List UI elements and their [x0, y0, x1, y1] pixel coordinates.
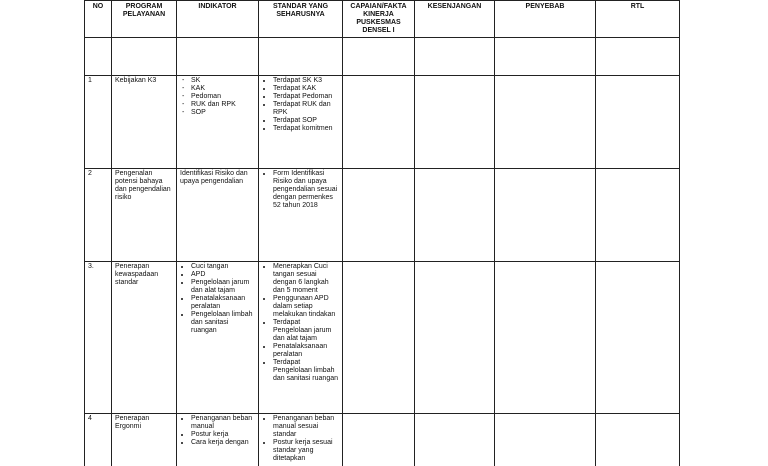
program-cell: Kebijakan K3 [112, 76, 177, 169]
table-row [85, 76, 680, 169]
kesenjangan-cell [415, 414, 495, 466]
indikator-cell [177, 76, 259, 169]
header-capaian: CAPAIAN/FAKTA KINERJA PUSKESMAS DENSEL I [343, 1, 415, 38]
list-item: • Form Identifikasi Risiko dan upaya pengendalian sesuai dengan permenkes 52 tahun 2018 [273, 170, 339, 210]
header-penyebab: PENYEBAB [495, 1, 596, 38]
penyebab-cell [495, 414, 596, 466]
indikator-cell [177, 262, 259, 414]
empty-cell [415, 38, 495, 76]
list-item: • Terdapat RUK dan RPK [273, 101, 339, 117]
standar-list [262, 77, 339, 133]
list-item: • Pengelolaan limbah dan sanitasi ruangan [191, 311, 255, 335]
list-item: • APD [191, 271, 255, 279]
empty-cell [259, 38, 343, 76]
list-item: - RUK dan RPK [191, 101, 255, 109]
list-item: • Cara kerja dengan [191, 439, 255, 447]
standar-cell [259, 76, 343, 169]
empty-cell [343, 38, 415, 76]
program-cell: Penerapan Ergonmi [112, 414, 177, 466]
list-item: • Cuci tangan [191, 263, 255, 271]
kesenjangan-cell [415, 262, 495, 414]
list-item: • Penanganan beban manual sesuai standar [273, 415, 339, 439]
capaian-cell [343, 76, 415, 169]
header-kesenjangan: KESENJANGAN [415, 1, 495, 38]
indikator-list [180, 415, 255, 447]
list-item: • Terdapat komitmen [273, 125, 339, 133]
list-item: • Postur kerja sesuai standar yang ditetapkan [273, 439, 339, 463]
list-item: - SOP [191, 109, 255, 117]
capaian-cell [343, 414, 415, 466]
penyebab-cell [495, 262, 596, 414]
empty-cell [596, 38, 680, 76]
list-item: • Terdapat Pengelolaan jarum dan alat tajam [273, 319, 339, 343]
capaian-cell [343, 262, 415, 414]
table-row [85, 262, 680, 414]
standar-list [262, 170, 339, 210]
standar-cell [259, 262, 343, 414]
standar-list [262, 263, 339, 383]
list-item: • Terdapat KAK [273, 85, 339, 93]
header-program: PROGRAM PELAYANAN [112, 1, 177, 38]
header-no: NO [85, 1, 112, 38]
list-item: • Postur kerja [191, 431, 255, 439]
rtl-cell [596, 414, 680, 466]
standar-cell [259, 169, 343, 262]
row-number: 1 [85, 76, 112, 169]
empty-cell [177, 38, 259, 76]
table-row [85, 414, 680, 466]
standar-list [262, 415, 339, 463]
header-indikator: INDIKATOR [177, 1, 259, 38]
list-item: • Menerapkan Cuci tangan sesuai dengan 6 langkah dan 5 moment [273, 263, 339, 295]
header-standar: STANDAR YANG SEHARUSNYA [259, 1, 343, 38]
row-number: 2 [85, 169, 112, 262]
program-cell: Pengenalan potensi bahaya dan pengendalian risiko [112, 169, 177, 262]
list-item: • Penatalaksanaan peralatan [191, 295, 255, 311]
table-row-empty [85, 38, 680, 76]
header-rtl: RTL [596, 1, 680, 38]
rtl-cell [596, 76, 680, 169]
k3-assessment-table [84, 0, 680, 466]
penyebab-cell [495, 76, 596, 169]
list-item: • Terdapat SK K3 [273, 77, 339, 85]
empty-cell [495, 38, 596, 76]
penyebab-cell [495, 169, 596, 262]
indikator-list [180, 77, 255, 117]
standar-cell [259, 414, 343, 466]
kesenjangan-cell [415, 169, 495, 262]
table-row [85, 169, 680, 262]
row-number: 3. [85, 262, 112, 414]
kesenjangan-cell [415, 76, 495, 169]
indikator-cell: Identifikasi Risiko dan upaya pengendalian [177, 169, 259, 262]
list-item: - Pedoman [191, 93, 255, 101]
rtl-cell [596, 169, 680, 262]
list-item: • Penatalaksanaan peralatan [273, 343, 339, 359]
rtl-cell [596, 262, 680, 414]
indikator-list [180, 263, 255, 335]
indikator-cell [177, 414, 259, 466]
list-item: • Terdapat Pedoman [273, 93, 339, 101]
list-item: • Pengelolaan jarum dan alat tajam [191, 279, 255, 295]
list-item: - KAK [191, 85, 255, 93]
row-number: 4 [85, 414, 112, 466]
capaian-cell [343, 169, 415, 262]
list-item: - SK [191, 77, 255, 85]
table-header-row [85, 1, 680, 38]
empty-cell [112, 38, 177, 76]
list-item: • Terdapat SOP [273, 117, 339, 125]
list-item: • Penggunaan APD dalam setiap melakukan tindakan [273, 295, 339, 319]
list-item: • Penanganan beban manual [191, 415, 255, 431]
program-cell: Penerapan kewaspadaan standar [112, 262, 177, 414]
empty-cell [85, 38, 112, 76]
list-item: • Terdapat Pengelolaan limbah dan sanitasi ruangan [273, 359, 339, 383]
